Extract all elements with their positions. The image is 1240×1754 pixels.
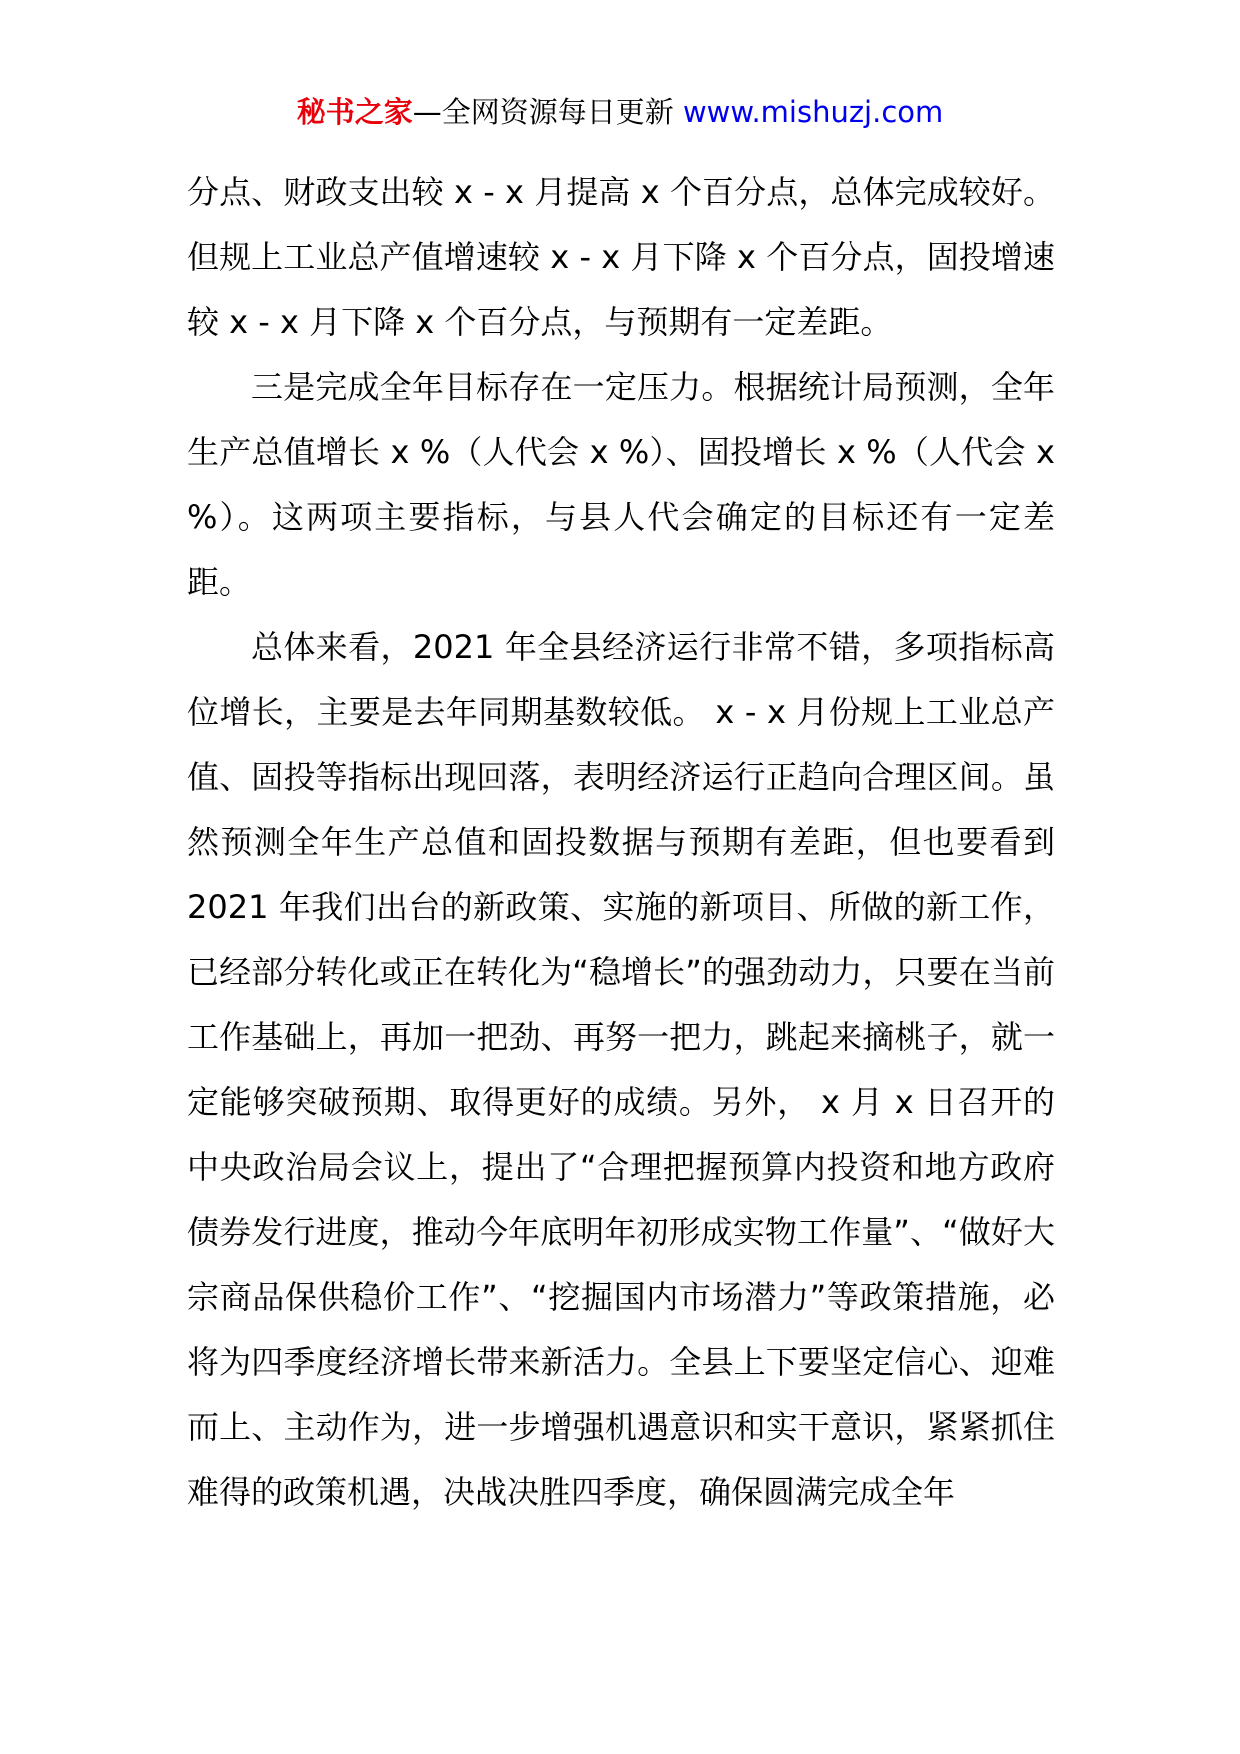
site-header [0, 92, 1240, 132]
brand-name: 秘书之家 [296, 95, 413, 129]
document-body [187, 160, 1055, 1525]
paragraph-target-pressure: 三是完成全年目标存在一定压力。根据统计局预测，全年生产总值增长 x %（人代会 x %）、固投增长 x %（人代会 x %）。这两项主要指标，与县人代会确定的目标还有一定差距。 [187, 368, 1055, 601]
site-url-link[interactable]: www.mishuzj.com [682, 95, 944, 129]
paragraph-overall-summary: 总体来看，2021 年全县经济运行非常不错，多项指标高位增长，主要是去年同期基数较低。 x - x 月份规上工业总产值、固投等指标出现回落，表明经济运行正趋向合理区间。虽然预测全年生产总值和固投数据与预期有差距，但也要看到 2021 年我们出台的新政策、实施的新项目、所做的新工作，已经部分转化或正在转化为“稳增长”的强劲动力，只要在当前工作基础上，再加一把劲、再努一把力，跳起来摘桃子，就一定能够突破预期、取得更好的成绩。另外， x 月 x 日召开的中央政治局会议上，提出了“合理把握预算内投资和地方政府债券发行进度，推动今年底明年初形成实物工作量”、“做好大宗商品保供稳价工作”、“挖掘国内市场潜力”等政策措施，必将为四季度经济增长带来新活力。全县上下要坚定信心、迎难而上、主动作为，进一步增强机遇意识和实干意识，紧紧抓住难得的政策机遇，决战决胜四季度，确保圆满完成全年 [187, 628, 1055, 1511]
header-slogan: —全网资源每日更新 [412, 95, 674, 129]
paragraph-continuation: 分点、财政支出较 x - x 月提高 x 个百分点，总体完成较好。但规上工业总产值增速较 x - x 月下降 x 个百分点，固投增速较 x - x 月下降 x 个百分点，与预期有一定差距。 [187, 173, 1055, 341]
